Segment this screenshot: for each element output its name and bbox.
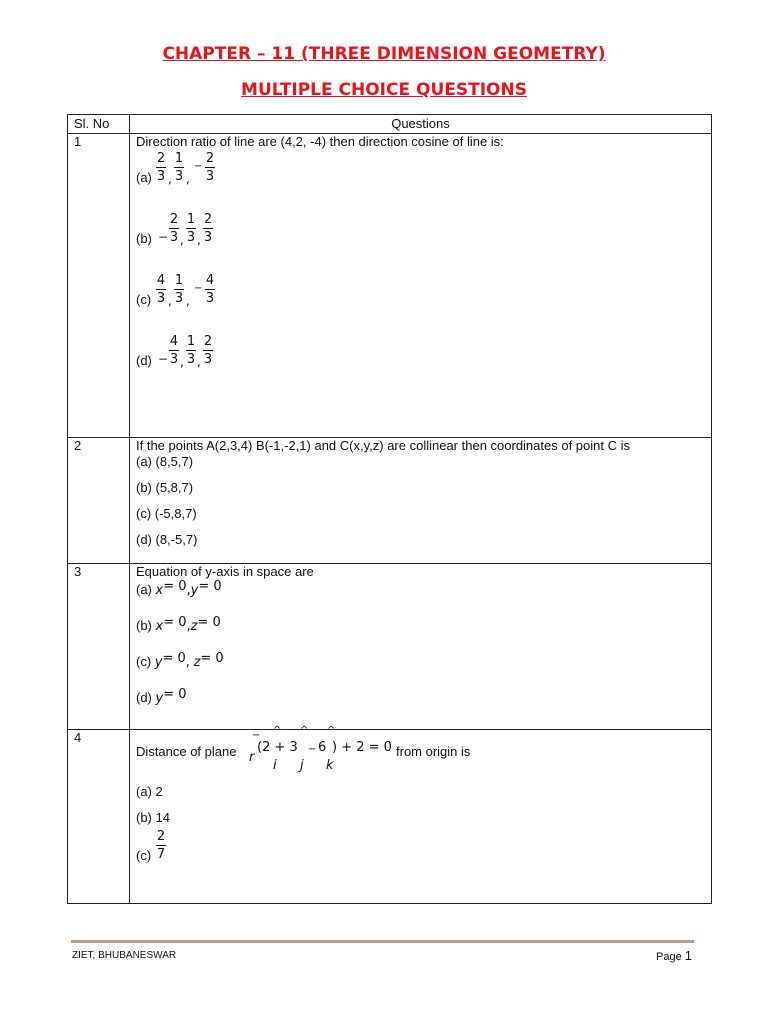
- equation-tail: ) + 2 = 0: [332, 740, 392, 755]
- footer-page: [656, 948, 692, 963]
- question-cell: [130, 564, 712, 730]
- question-cell: [130, 438, 712, 564]
- fraction: 1 3: [174, 151, 184, 184]
- question-text-trail: from origin is: [396, 744, 471, 759]
- page-number: 1: [684, 948, 692, 963]
- fraction: 2 3: [203, 334, 213, 367]
- vector-arrow: −: [252, 730, 261, 741]
- option-c: (c) y= 0, z= 0: [136, 651, 224, 670]
- footer-institution: ZIET, BHUBANESWAR: [72, 950, 177, 961]
- option-d: (d) (8,-5,7): [136, 532, 198, 547]
- fraction: 4 3: [205, 273, 215, 306]
- fraction: 2 3: [203, 212, 213, 245]
- hat-k: ^: [327, 725, 336, 736]
- vector-r: r: [249, 750, 255, 765]
- comma: ,: [186, 294, 190, 308]
- section-subtitle: MULTIPLE CHOICE QUESTIONS: [241, 80, 527, 100]
- plane-equation-line: [136, 725, 705, 776]
- comma: ,: [168, 294, 172, 308]
- question-text: Distance of plane: [136, 744, 237, 759]
- chapter-title: CHAPTER – 11 (THREE DIMENSION GEOMETRY): [162, 44, 606, 64]
- comma: ,: [186, 172, 190, 186]
- option-b: (b) 14: [136, 810, 170, 825]
- option-a: (a) (8,5,7): [136, 454, 194, 469]
- option-label: (c): [136, 848, 152, 863]
- option-a: [136, 150, 705, 200]
- option-c: [136, 272, 705, 322]
- table-row: [68, 134, 712, 438]
- equation-expr: (2 + 3: [257, 740, 298, 755]
- option-b: (b) (5,8,7): [136, 480, 194, 495]
- option-label: (a): [136, 170, 152, 185]
- fraction: 1 3: [186, 334, 196, 367]
- table-header-row: [68, 115, 712, 134]
- minus-sign: −: [308, 744, 317, 755]
- hat-j: ^: [300, 725, 309, 736]
- option-b: (b) x= 0,z= 0: [136, 615, 221, 634]
- comma: ,: [197, 355, 201, 369]
- fraction: 1 3: [186, 212, 196, 245]
- comma: ,: [197, 233, 201, 247]
- equation-six: 6: [318, 740, 327, 755]
- table-row: [68, 730, 712, 904]
- table-row: [68, 564, 712, 730]
- option-d: (d) y= 0: [136, 687, 187, 706]
- question-text: Equation of y-axis in space are: [136, 564, 314, 579]
- col-header-questions: Questions: [130, 115, 712, 134]
- fraction: 4 3: [156, 273, 166, 306]
- comma: ,: [180, 233, 184, 247]
- question-cell: [130, 134, 712, 438]
- question-number: 4: [68, 730, 130, 904]
- footer-divider: [71, 940, 694, 943]
- fraction: 2 7: [156, 829, 166, 862]
- question-text: Direction ratio of line are (4,2, -4) then direction cosine of line is:: [136, 134, 504, 149]
- question-number: 3: [68, 564, 130, 730]
- unit-i: i: [273, 758, 277, 773]
- minus-sign: −: [158, 230, 169, 244]
- page-label: Page: [656, 951, 682, 963]
- question-number: 2: [68, 438, 130, 564]
- fraction: 1 3: [174, 273, 184, 306]
- option-c: [136, 828, 705, 878]
- option-a: (a) 2: [136, 784, 163, 799]
- fraction: 4 3: [169, 334, 179, 367]
- fraction: 2 3: [169, 212, 179, 245]
- table-row: [68, 438, 712, 564]
- comma: ,: [180, 355, 184, 369]
- option-c: (c) (-5,8,7): [136, 506, 197, 521]
- comma: ,: [168, 172, 172, 186]
- minus-sign: −: [194, 283, 203, 294]
- minus-sign: −: [194, 161, 203, 172]
- col-header-sl-no: Sl. No: [68, 115, 130, 134]
- hat-i: ^: [273, 725, 282, 736]
- option-d: [136, 333, 705, 383]
- option-a: (a) x= 0,y= 0: [136, 579, 222, 598]
- question-number: 1: [68, 134, 130, 438]
- unit-k: k: [326, 758, 334, 773]
- option-label: (d): [136, 353, 152, 368]
- question-cell: [130, 725, 712, 904]
- unit-j: j: [300, 758, 304, 773]
- option-label: (b): [136, 231, 152, 246]
- option-b: [136, 211, 705, 261]
- questions-table: [67, 114, 712, 904]
- option-label: (c): [136, 292, 152, 307]
- minus-sign: −: [158, 352, 169, 366]
- question-text: If the points A(2,3,4) B(-1,-2,1) and C(x,y,z) are collinear then coordinates of point C is: [136, 438, 630, 453]
- fraction: 2 3: [205, 151, 215, 184]
- fraction: 2 3: [156, 151, 166, 184]
